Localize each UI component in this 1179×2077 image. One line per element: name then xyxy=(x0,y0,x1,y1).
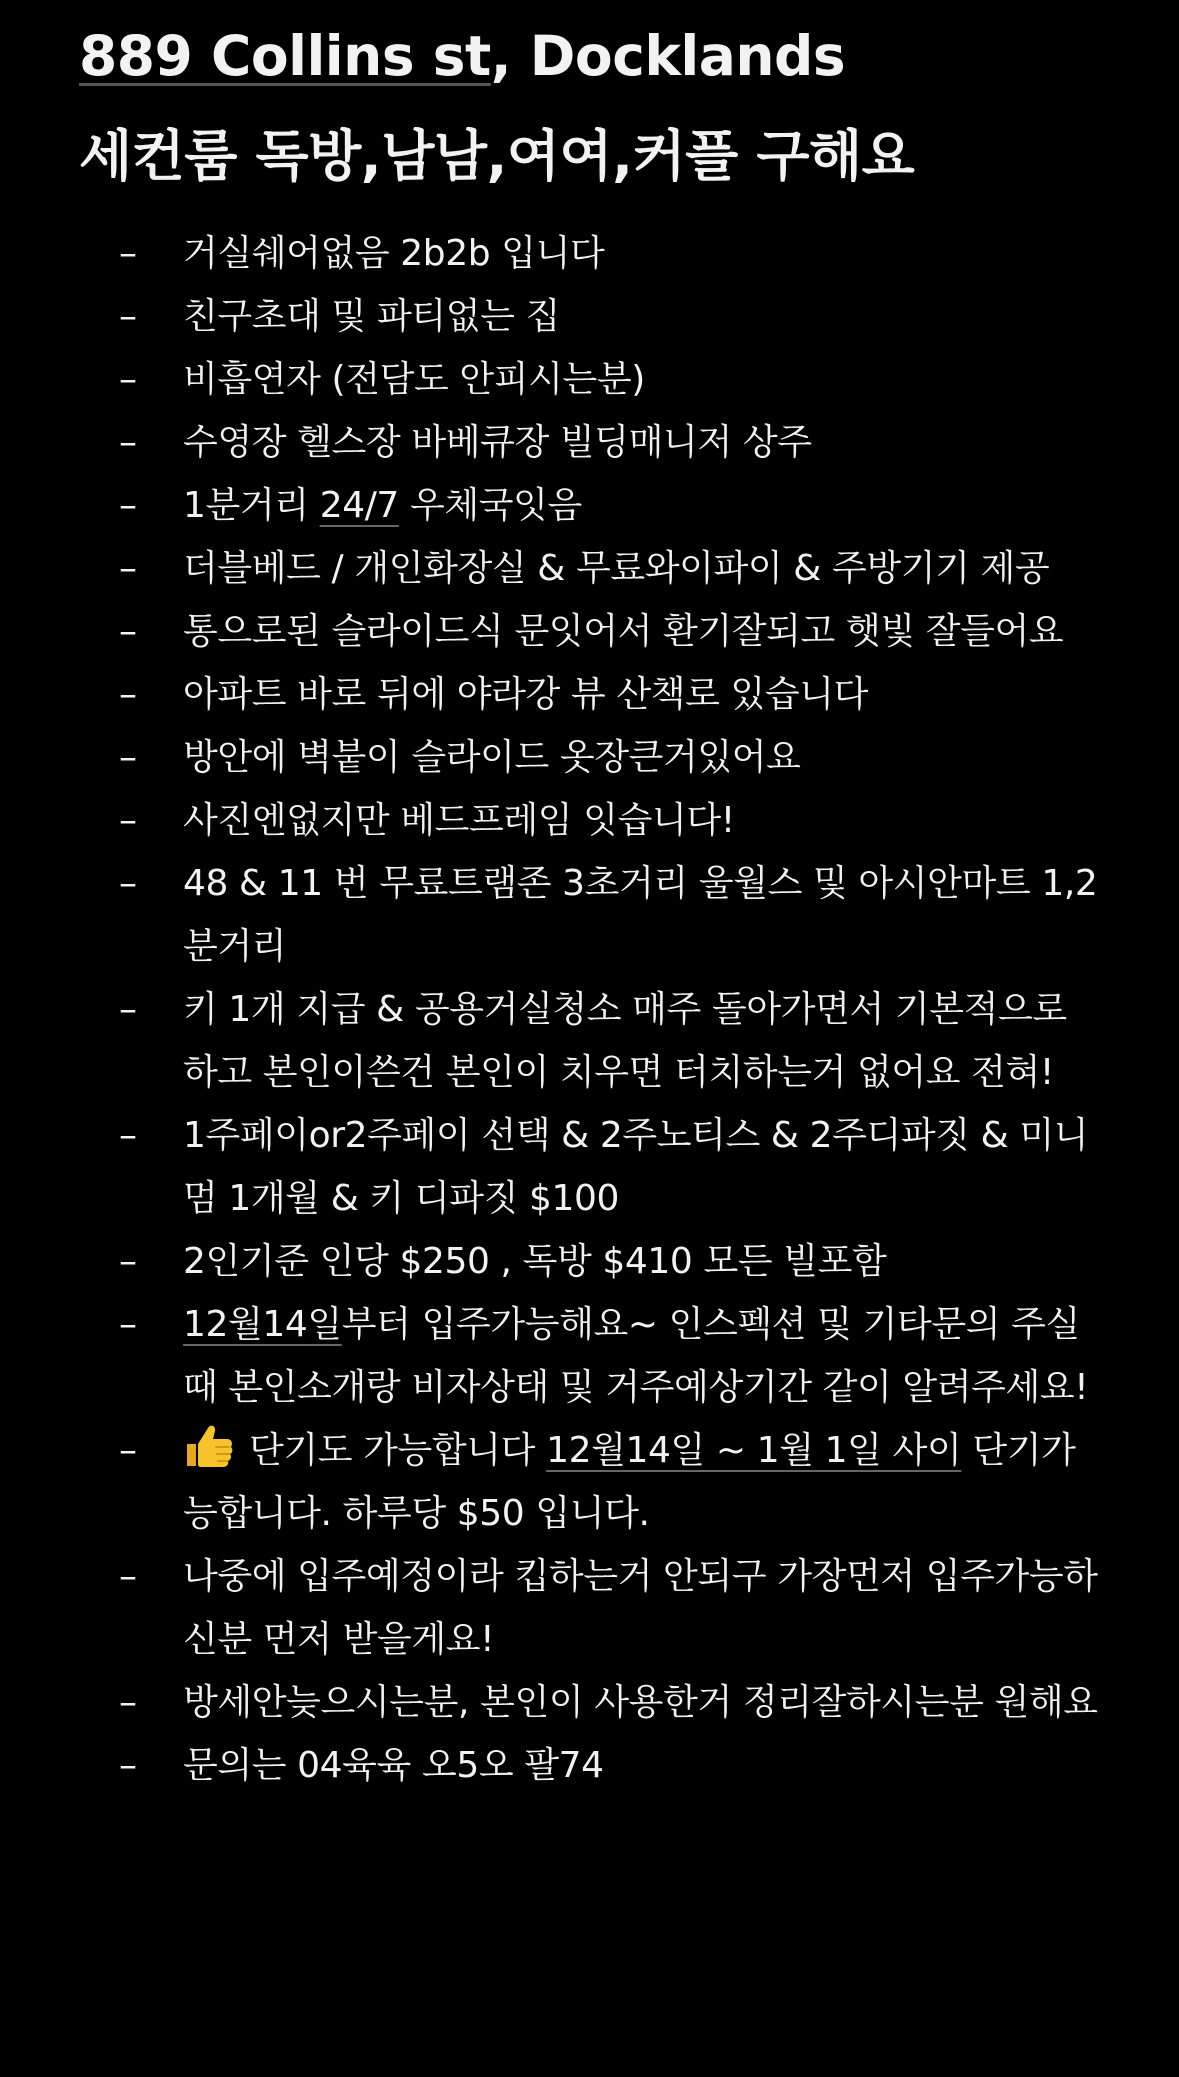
list-item xyxy=(0,285,1179,348)
list-item xyxy=(0,222,1179,285)
list-item-text-pre: 단기도 가능합니다 xyxy=(249,1430,547,1471)
bullet-dash: – xyxy=(119,1556,137,1597)
address-link[interactable]: 889 Collins st xyxy=(79,24,491,88)
note-title-line-2: 세컨룸 독방,남남,여여,커플 구해요 xyxy=(79,124,915,188)
bullet-dash: – xyxy=(119,548,137,589)
list-item-text-post: 부터 입주가능해요~ 인스펙션 및 기타문의 주실때 본인소개랑 비자상태 및 거주예상기간 같이 알려주세요! xyxy=(183,1304,1089,1408)
bullet-dash: – xyxy=(119,737,137,778)
note-title-line-1 xyxy=(79,26,845,86)
list-item-text: 아파트 바로 뒤에 야라강 뷰 산책로 있습니다 xyxy=(183,674,869,715)
list-item xyxy=(0,1104,1179,1230)
list-item-text: 거실쉐어없음 2b2b 입니다 xyxy=(183,233,605,274)
list-item xyxy=(0,411,1179,474)
date-range-link[interactable]: 12월14일 ~ 1월 1일 사이 xyxy=(546,1430,962,1471)
hours-link[interactable]: 24/7 xyxy=(319,485,399,526)
list-item xyxy=(0,600,1179,663)
list-item xyxy=(0,537,1179,600)
date-link[interactable]: 12월14일 xyxy=(183,1304,342,1345)
list-item xyxy=(0,1545,1179,1671)
bullet-dash: – xyxy=(119,1241,137,1282)
list-item-text: 방안에 벽붙이 슬라이드 옷장큰거있어요 xyxy=(183,737,801,778)
list-item xyxy=(0,1293,1179,1419)
bullet-dash: – xyxy=(119,611,137,652)
list-item-text: 키 1개 지급 & 공용거실청소 매주 돌아가면서 기본적으로하고 본인이쓴건 본인이 치우면 터치하는거 없어요 전혀! xyxy=(183,989,1067,1093)
list-item-text: 48 & 11 번 무료트램존 3초거리 울월스 및 아시안마트 1,2분거리 xyxy=(183,863,1098,967)
list-item-text-post: 우체국잇음 xyxy=(398,485,582,526)
list-item-text: 더블베드 / 개인화장실 & 무료와이파이 & 주방기기 제공 xyxy=(183,548,1050,589)
list-item-text: 나중에 입주예정이라 킵하는거 안되구 가장먼저 입주가능하신분 먼저 받을게요! xyxy=(183,1556,1098,1660)
list-item xyxy=(0,726,1179,789)
list-item-text: 친구초대 및 파티없는 집 xyxy=(183,296,560,337)
list-item xyxy=(0,348,1179,411)
list-item xyxy=(0,978,1179,1104)
bullet-dash: – xyxy=(119,485,137,526)
bullet-dash: – xyxy=(119,674,137,715)
bullet-dash: – xyxy=(119,359,137,400)
list-item xyxy=(0,789,1179,852)
address-suffix: , Docklands xyxy=(490,24,846,88)
list-item-text: 방세안늦으시는분, 본인이 사용한거 정리잘하시는분 원해요 xyxy=(183,1682,1098,1723)
bullet-dash: – xyxy=(119,1745,137,1786)
list-item-text: 수영장 헬스장 바베큐장 빌딩매니저 상주 xyxy=(183,422,812,463)
bullet-dash: – xyxy=(119,800,137,841)
list-item xyxy=(0,1230,1179,1293)
bullet-dash: – xyxy=(119,863,137,904)
list-item-text: 문의는 04육육 오5오 팔74 xyxy=(183,1745,604,1786)
list-item-text-post: 단기가능합니다. 하루당 $50 입니다. xyxy=(183,1430,1076,1534)
bullet-dash: – xyxy=(119,1115,137,1156)
list-item xyxy=(0,474,1179,537)
bullet-dash: – xyxy=(119,233,137,274)
bullet-list xyxy=(0,222,1179,1797)
list-item xyxy=(0,1671,1179,1734)
bullet-dash: – xyxy=(119,422,137,463)
list-item-text: 통으로된 슬라이드식 문잇어서 환기잘되고 햇빛 잘들어요 xyxy=(183,611,1064,652)
thumbs-up-icon xyxy=(183,1422,235,1470)
list-item xyxy=(0,663,1179,726)
bullet-dash: – xyxy=(119,989,137,1030)
list-item xyxy=(0,852,1179,978)
list-item xyxy=(0,1734,1179,1797)
list-item-text: 사진엔없지만 베드프레임 잇습니다! xyxy=(183,800,735,841)
bullet-dash: – xyxy=(119,1430,137,1471)
list-item xyxy=(0,1419,1179,1545)
list-item-text: 비흡연자 (전담도 안피시는분) xyxy=(183,359,645,400)
bullet-dash: – xyxy=(119,1682,137,1723)
bullet-dash: – xyxy=(119,1304,137,1345)
list-item-text: 2인기준 인당 $250 , 독방 $410 모든 빌포함 xyxy=(183,1241,887,1282)
list-item-text-pre: 1분거리 xyxy=(183,485,320,526)
bullet-dash: – xyxy=(119,296,137,337)
list-item-text: 1주페이or2주페이 선택 & 2주노티스 & 2주디파짓 & 미니멈 1개월 & 키 디파짓 $100 xyxy=(183,1115,1089,1219)
